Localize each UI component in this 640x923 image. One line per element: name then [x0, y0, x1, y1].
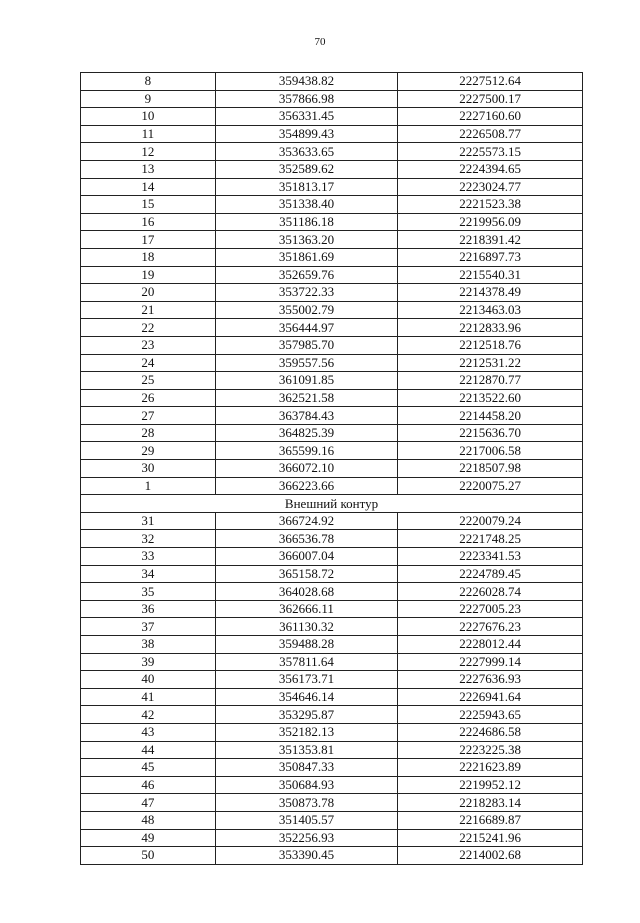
- table-row: [81, 636, 583, 654]
- point-number-cell: 35: [81, 583, 216, 601]
- table-row: [81, 759, 583, 777]
- table-row: [81, 583, 583, 601]
- x-coordinate-cell: 359488.28: [215, 636, 398, 654]
- y-coordinate-cell: 2227999.14: [398, 653, 583, 671]
- x-coordinate-cell: 353722.33: [215, 284, 398, 302]
- point-number-cell: 26: [81, 389, 216, 407]
- point-number-cell: 48: [81, 811, 216, 829]
- x-coordinate-cell: 359438.82: [215, 73, 398, 91]
- y-coordinate-cell: 2227676.23: [398, 618, 583, 636]
- x-coordinate-cell: 354646.14: [215, 688, 398, 706]
- table-row: [81, 600, 583, 618]
- table-row: [81, 442, 583, 460]
- table-row: [81, 354, 583, 372]
- point-number-cell: 23: [81, 336, 216, 354]
- x-coordinate-cell: 353390.45: [215, 847, 398, 865]
- point-number-cell: 29: [81, 442, 216, 460]
- point-number-cell: 17: [81, 231, 216, 249]
- table-row: [81, 794, 583, 812]
- table-row: [81, 73, 583, 91]
- y-coordinate-cell: 2212870.77: [398, 372, 583, 390]
- x-coordinate-cell: 356173.71: [215, 671, 398, 689]
- x-coordinate-cell: 366007.04: [215, 548, 398, 566]
- point-number-cell: 9: [81, 90, 216, 108]
- point-number-cell: 11: [81, 125, 216, 143]
- x-coordinate-cell: 365599.16: [215, 442, 398, 460]
- x-coordinate-cell: 351186.18: [215, 213, 398, 231]
- table-row: [81, 688, 583, 706]
- table-row: [81, 248, 583, 266]
- point-number-cell: 47: [81, 794, 216, 812]
- x-coordinate-cell: 365158.72: [215, 565, 398, 583]
- x-coordinate-cell: 357866.98: [215, 90, 398, 108]
- coordinates-table: [80, 72, 583, 865]
- y-coordinate-cell: 2227636.93: [398, 671, 583, 689]
- table-row: [81, 653, 583, 671]
- x-coordinate-cell: 350847.33: [215, 759, 398, 777]
- x-coordinate-cell: 366536.78: [215, 530, 398, 548]
- y-coordinate-cell: 2223024.77: [398, 178, 583, 196]
- point-number-cell: 50: [81, 847, 216, 865]
- table-row: [81, 460, 583, 478]
- table-row: [81, 372, 583, 390]
- x-coordinate-cell: 364028.68: [215, 583, 398, 601]
- table-row: [81, 723, 583, 741]
- point-number-cell: 21: [81, 301, 216, 319]
- y-coordinate-cell: 2223225.38: [398, 741, 583, 759]
- y-coordinate-cell: 2219952.12: [398, 776, 583, 794]
- y-coordinate-cell: 2227005.23: [398, 600, 583, 618]
- y-coordinate-cell: 2224686.58: [398, 723, 583, 741]
- point-number-cell: 43: [81, 723, 216, 741]
- table-row: [81, 407, 583, 425]
- point-number-cell: 44: [81, 741, 216, 759]
- y-coordinate-cell: 2218507.98: [398, 460, 583, 478]
- y-coordinate-cell: 2227500.17: [398, 90, 583, 108]
- y-coordinate-cell: 2220079.24: [398, 512, 583, 530]
- table-row: [81, 266, 583, 284]
- table-row: [81, 706, 583, 724]
- x-coordinate-cell: 366072.10: [215, 460, 398, 478]
- table-row: [81, 477, 583, 495]
- x-coordinate-cell: 353633.65: [215, 143, 398, 161]
- y-coordinate-cell: 2213463.03: [398, 301, 583, 319]
- point-number-cell: 41: [81, 688, 216, 706]
- page-number: 70: [314, 36, 326, 48]
- table-row: [81, 178, 583, 196]
- table-row: [81, 319, 583, 337]
- point-number-cell: 13: [81, 160, 216, 178]
- point-number-cell: 39: [81, 653, 216, 671]
- y-coordinate-cell: 2216689.87: [398, 811, 583, 829]
- y-coordinate-cell: 2227512.64: [398, 73, 583, 91]
- y-coordinate-cell: 2225573.15: [398, 143, 583, 161]
- y-coordinate-cell: 2228012.44: [398, 636, 583, 654]
- y-coordinate-cell: 2226508.77: [398, 125, 583, 143]
- point-number-cell: 36: [81, 600, 216, 618]
- table-row: [81, 671, 583, 689]
- table-body-part-1: [81, 73, 583, 495]
- point-number-cell: 37: [81, 618, 216, 636]
- x-coordinate-cell: 363784.43: [215, 407, 398, 425]
- point-number-cell: 33: [81, 548, 216, 566]
- x-coordinate-cell: 357985.70: [215, 336, 398, 354]
- y-coordinate-cell: 2219956.09: [398, 213, 583, 231]
- x-coordinate-cell: 351861.69: [215, 248, 398, 266]
- x-coordinate-cell: 351353.81: [215, 741, 398, 759]
- y-coordinate-cell: 2226028.74: [398, 583, 583, 601]
- point-number-cell: 45: [81, 759, 216, 777]
- y-coordinate-cell: 2226941.64: [398, 688, 583, 706]
- table-row: [81, 336, 583, 354]
- point-number-cell: 10: [81, 108, 216, 126]
- point-number-cell: 16: [81, 213, 216, 231]
- x-coordinate-cell: 361091.85: [215, 372, 398, 390]
- point-number-cell: 12: [81, 143, 216, 161]
- table-row: [81, 530, 583, 548]
- point-number-cell: 49: [81, 829, 216, 847]
- x-coordinate-cell: 350684.93: [215, 776, 398, 794]
- point-number-cell: 46: [81, 776, 216, 794]
- point-number-cell: 14: [81, 178, 216, 196]
- table-row: [81, 143, 583, 161]
- point-number-cell: 19: [81, 266, 216, 284]
- y-coordinate-cell: 2212518.76: [398, 336, 583, 354]
- y-coordinate-cell: 2215636.70: [398, 424, 583, 442]
- table-row: [81, 108, 583, 126]
- point-number-cell: 25: [81, 372, 216, 390]
- table-row: [81, 284, 583, 302]
- x-coordinate-cell: 356444.97: [215, 319, 398, 337]
- point-number-cell: 30: [81, 460, 216, 478]
- table-row: [81, 90, 583, 108]
- point-number-cell: 31: [81, 512, 216, 530]
- x-coordinate-cell: 366223.66: [215, 477, 398, 495]
- y-coordinate-cell: 2217006.58: [398, 442, 583, 460]
- point-number-cell: 28: [81, 424, 216, 442]
- point-number-cell: 20: [81, 284, 216, 302]
- x-coordinate-cell: 351338.40: [215, 196, 398, 214]
- x-coordinate-cell: 352182.13: [215, 723, 398, 741]
- x-coordinate-cell: 362521.58: [215, 389, 398, 407]
- point-number-cell: 18: [81, 248, 216, 266]
- table-row: [81, 389, 583, 407]
- y-coordinate-cell: 2215540.31: [398, 266, 583, 284]
- table-row: [81, 618, 583, 636]
- x-coordinate-cell: 355002.79: [215, 301, 398, 319]
- x-coordinate-cell: 351363.20: [215, 231, 398, 249]
- section-title: Внешний контур: [81, 495, 583, 513]
- table-row: [81, 125, 583, 143]
- table-row: [81, 231, 583, 249]
- x-coordinate-cell: 364825.39: [215, 424, 398, 442]
- table-row: [81, 424, 583, 442]
- table-body-part-2: [81, 512, 583, 864]
- table-row: [81, 741, 583, 759]
- x-coordinate-cell: 353295.87: [215, 706, 398, 724]
- point-number-cell: 8: [81, 73, 216, 91]
- x-coordinate-cell: 352659.76: [215, 266, 398, 284]
- y-coordinate-cell: 2221523.38: [398, 196, 583, 214]
- y-coordinate-cell: 2224789.45: [398, 565, 583, 583]
- x-coordinate-cell: 366724.92: [215, 512, 398, 530]
- table-row: [81, 301, 583, 319]
- x-coordinate-cell: 356331.45: [215, 108, 398, 126]
- y-coordinate-cell: 2215241.96: [398, 829, 583, 847]
- table-row: [81, 565, 583, 583]
- table-row: [81, 548, 583, 566]
- table-row: [81, 512, 583, 530]
- y-coordinate-cell: 2214378.49: [398, 284, 583, 302]
- y-coordinate-cell: 2213522.60: [398, 389, 583, 407]
- table-row: [81, 811, 583, 829]
- table-row: [81, 829, 583, 847]
- y-coordinate-cell: 2223341.53: [398, 548, 583, 566]
- y-coordinate-cell: 2227160.60: [398, 108, 583, 126]
- point-number-cell: 1: [81, 477, 216, 495]
- x-coordinate-cell: 352589.62: [215, 160, 398, 178]
- y-coordinate-cell: 2212833.96: [398, 319, 583, 337]
- y-coordinate-cell: 2221748.25: [398, 530, 583, 548]
- y-coordinate-cell: 2214002.68: [398, 847, 583, 865]
- x-coordinate-cell: 362666.11: [215, 600, 398, 618]
- point-number-cell: 34: [81, 565, 216, 583]
- table-section: [81, 495, 583, 513]
- y-coordinate-cell: 2224394.65: [398, 160, 583, 178]
- x-coordinate-cell: 359557.56: [215, 354, 398, 372]
- y-coordinate-cell: 2218283.14: [398, 794, 583, 812]
- y-coordinate-cell: 2212531.22: [398, 354, 583, 372]
- x-coordinate-cell: 350873.78: [215, 794, 398, 812]
- point-number-cell: 40: [81, 671, 216, 689]
- x-coordinate-cell: 361130.32: [215, 618, 398, 636]
- y-coordinate-cell: 2218391.42: [398, 231, 583, 249]
- point-number-cell: 15: [81, 196, 216, 214]
- y-coordinate-cell: 2220075.27: [398, 477, 583, 495]
- point-number-cell: 38: [81, 636, 216, 654]
- x-coordinate-cell: 352256.93: [215, 829, 398, 847]
- section-row: [81, 495, 583, 513]
- x-coordinate-cell: 351813.17: [215, 178, 398, 196]
- table-row: [81, 776, 583, 794]
- x-coordinate-cell: 351405.57: [215, 811, 398, 829]
- point-number-cell: 42: [81, 706, 216, 724]
- y-coordinate-cell: 2214458.20: [398, 407, 583, 425]
- point-number-cell: 24: [81, 354, 216, 372]
- table-row: [81, 847, 583, 865]
- y-coordinate-cell: 2221623.89: [398, 759, 583, 777]
- point-number-cell: 27: [81, 407, 216, 425]
- y-coordinate-cell: 2216897.73: [398, 248, 583, 266]
- y-coordinate-cell: 2225943.65: [398, 706, 583, 724]
- table-row: [81, 196, 583, 214]
- x-coordinate-cell: 357811.64: [215, 653, 398, 671]
- table-row: [81, 213, 583, 231]
- x-coordinate-cell: 354899.43: [215, 125, 398, 143]
- point-number-cell: 32: [81, 530, 216, 548]
- table-row: [81, 160, 583, 178]
- point-number-cell: 22: [81, 319, 216, 337]
